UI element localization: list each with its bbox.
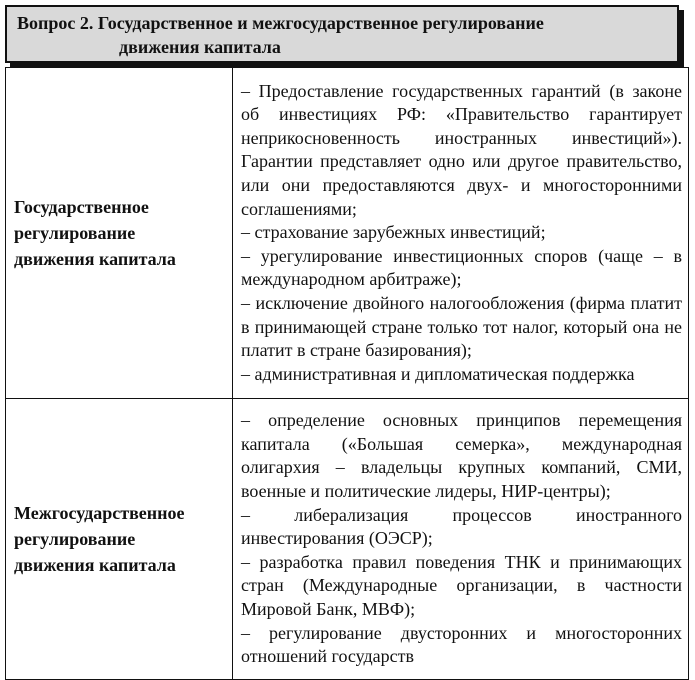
list-item: – либерализация процессов иностранного инвестирования (ОЭСР); [241, 504, 682, 549]
table-row [6, 399, 689, 680]
list-item: – определение основных принципов перемещения капитала («Большая семерка», международная олигархия – владельцы крупных компаний, СМИ, военные и политические лидеры, НИР-центры); [241, 410, 682, 502]
list-item: – исключение двойного налогообложения (фирма платит в принимающей стране только тот налог, который она не платит в стране базирования); [241, 292, 682, 361]
list-item: – административная и дипломатическая поддержка [241, 363, 635, 384]
table-row [6, 68, 689, 399]
interstate-regulation-label [6, 399, 233, 680]
list-item: – страхование зарубежных инвестиций; [241, 222, 546, 243]
question-header [5, 5, 679, 63]
list-item: – регулирование двусторонних и многосторонних отношений государств [241, 622, 682, 667]
label-line: движения капитала [14, 249, 176, 269]
state-regulation-measures [233, 68, 689, 399]
regulation-table [5, 67, 689, 680]
label-line: регулирование [14, 223, 136, 243]
header-line-2: движения капитала [119, 37, 281, 57]
label-line: Межгосударственное [14, 503, 185, 523]
interstate-regulation-measures [233, 399, 689, 680]
label-line: Государственное [14, 197, 149, 217]
document-frame [5, 5, 687, 670]
list-item: – Предоставление государственных гарантий (в законе об инвестициях РФ: «Правительство гарантирует неприкосновенность иностранных инвестиций»). Гарантии представляет одно или другое правительство, или они предоставляются двух- и многосторонними соглашениями; [241, 80, 682, 219]
header-line-1: Вопрос 2. Государственное и межгосударственное регулирование [17, 13, 544, 33]
label-line: регулирование [14, 529, 136, 549]
list-item: – урегулирование инвестиционных споров (чаще – в международном арбитраже); [241, 245, 682, 290]
list-item: – разработка правил поведения ТНК и принимающих стран (Международные организации, в частности Мировой Банк, МВФ); [241, 551, 682, 619]
label-line: движения капитала [14, 555, 176, 575]
state-regulation-label [6, 68, 233, 399]
